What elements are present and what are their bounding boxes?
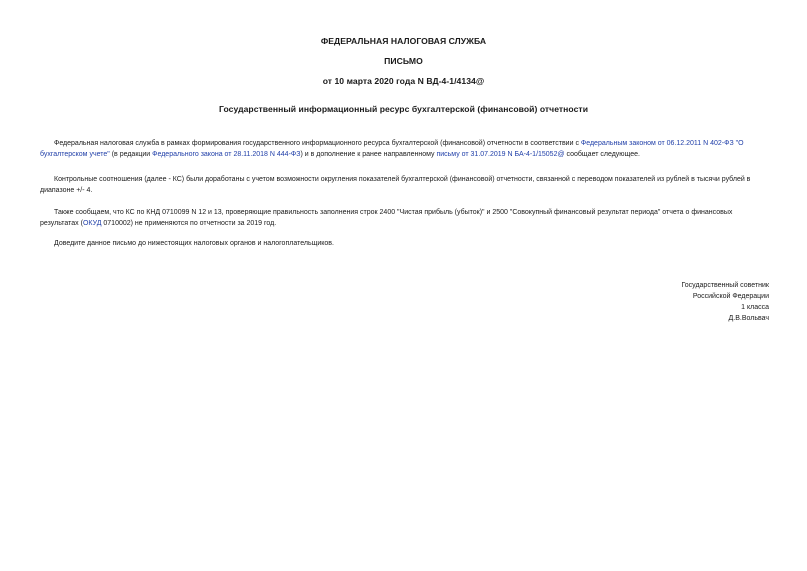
signature-block	[569, 280, 769, 324]
link-okud[interactable]: ОКУД	[82, 220, 102, 227]
paragraph-3	[40, 207, 770, 229]
paragraph-3-text-2: 0710002) не применяются по отчетности за 2019 год.	[101, 220, 277, 227]
link-letter-15052[interactable]: письму от 31.07.2019 N БА-4-1/15052@	[436, 151, 565, 158]
link-federal-law-402[interactable]: Федеральным законом от 06.12.2011 N 402-ФЗ "О бухгалтерском учете"	[40, 140, 744, 158]
paragraph-1	[40, 138, 770, 160]
signature-line-3: 1 класса	[741, 304, 769, 311]
paragraph-3-text-1: Также сообщаем, что КС по КНД 0710099 N 12 и 13, проверяющие правильность заполнения строк 2400 "Чистая прибыль (убыток)" и 2500 "Совокупный финансовый результат периода" отчета о финансовых результатах (	[40, 209, 733, 227]
signature-line-2: Российской Федерации	[692, 293, 769, 300]
document-subject: Государственный информационный ресурс бухгалтерской (финансовой) отчетности	[218, 104, 589, 114]
signature-name: Д.В.Вольвач	[728, 315, 769, 322]
paragraph-4: Доведите данное письмо до нижестоящих налоговых органов и налогоплательщиков.	[54, 240, 334, 247]
agency-title: ФЕДЕРАЛЬНАЯ НАЛОГОВАЯ СЛУЖБА	[320, 36, 487, 46]
signature-line-1: Государственный советник	[681, 282, 769, 289]
paragraph-1-text-4: сообщает следующее.	[564, 151, 640, 158]
document-date-number: от 10 марта 2020 года N ВД-4-1/4134@	[322, 76, 485, 86]
paragraph-1-text-1: Федеральная налоговая служба в рамках формирования государственного информационного ресурса бухгалтерской (финансовой) отчетности в соответствии с	[54, 140, 581, 147]
paragraph-2: Контрольные соотношения (далее - КС) были доработаны с учетом возможности округления показателей бухгалтерской (финансовой) отчетности, связанной с переводом показателей из рублей в тысячи рублей в диапазоне +/- 4.	[40, 176, 751, 194]
paragraph-1-text-3: ) и в дополнение к ранее направленному	[300, 151, 437, 158]
paragraph-1-text-2: (в редакции	[109, 151, 153, 158]
link-federal-law-444[interactable]: Федерального закона от 28.11.2018 N 444-ФЗ	[152, 151, 301, 158]
document-type: ПИСЬМО	[384, 56, 423, 66]
